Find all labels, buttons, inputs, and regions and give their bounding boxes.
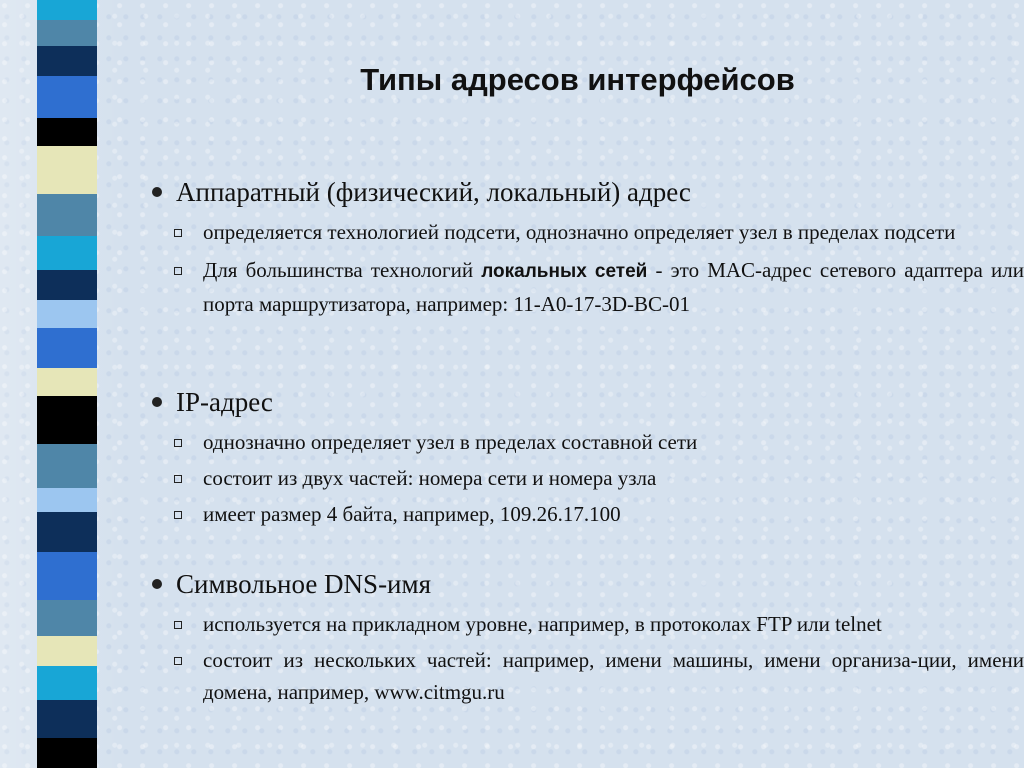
- section-heading-text: Символьное DNS-имя: [176, 569, 432, 599]
- square-bullet-icon: [174, 229, 182, 237]
- stripe: [37, 444, 97, 488]
- stripe: [37, 396, 97, 444]
- stripe: [37, 194, 97, 236]
- section-hardware-address: [150, 176, 1024, 320]
- decorative-stripe-bar: [0, 0, 120, 768]
- square-bullet-icon: [174, 439, 182, 447]
- list-item: [150, 644, 1024, 708]
- list-item-text: состоит из двух частей: номера сети и номера узла: [203, 466, 657, 490]
- list-item: [150, 426, 1024, 458]
- stripe: [37, 600, 97, 636]
- stripe: [37, 512, 97, 552]
- stripe: [37, 700, 97, 738]
- stripe: [37, 146, 97, 194]
- list-item-text-pre: Для большинства технологий: [203, 258, 482, 282]
- stripe: [37, 636, 97, 666]
- stripe: [37, 488, 97, 512]
- stripe: [37, 666, 97, 700]
- list-item-text: определяется технологией подсети, однозначно определяет узел в пределах подсети: [203, 220, 956, 244]
- section-heading-text: Аппаратный (физический, локальный) адрес: [176, 177, 691, 207]
- list-item: [150, 498, 1024, 530]
- stripe: [37, 0, 97, 20]
- stripe: [37, 118, 97, 146]
- section-ip-address: [150, 386, 1024, 530]
- section-dns-name: [150, 568, 1024, 708]
- section-heading: [150, 176, 1024, 208]
- square-bullet-icon: [174, 621, 182, 629]
- list-item-text: используется на прикладном уровне, например, в протоколах FTP или telnet: [203, 612, 882, 636]
- stripe: [37, 300, 97, 328]
- list-item: [150, 608, 1024, 640]
- bullet-dot-icon: [152, 187, 162, 197]
- square-bullet-icon: [174, 511, 182, 519]
- section-heading: [150, 386, 1024, 418]
- list-item-text: состоит из нескольких частей: например, имени машины, имени организа-ции, имени домена, например, www.citmgu.ru: [203, 648, 1024, 704]
- bullet-dot-icon: [152, 397, 162, 407]
- stripe: [37, 738, 97, 768]
- list-item: [150, 254, 1024, 320]
- section-heading: [150, 568, 1024, 600]
- list-item-text: имеет размер 4 байта, например, 109.26.17.100: [203, 502, 621, 526]
- stripe: [37, 368, 97, 396]
- bullet-dot-icon: [152, 579, 162, 589]
- list-item: [150, 216, 1024, 248]
- list-item-text-bold: локальных сетей: [481, 261, 648, 282]
- section-heading-text: IP-адрес: [176, 387, 273, 417]
- stripe: [37, 270, 97, 300]
- square-bullet-icon: [174, 475, 182, 483]
- list-item: [150, 462, 1024, 494]
- list-item-text: однозначно определяет узел в пределах составной сети: [203, 430, 698, 454]
- stripe: [37, 552, 97, 600]
- slide-title: Типы адресов интерфейсов: [360, 62, 795, 97]
- stripe: [37, 20, 97, 46]
- stripe: [37, 328, 97, 368]
- square-bullet-icon: [174, 267, 182, 275]
- square-bullet-icon: [174, 657, 182, 665]
- stripe: [37, 236, 97, 270]
- list-item-text-post: - это MAC-адрес сетевого адаптера или порта маршрутизатора, например: 11-A0-17-3D-BC-01: [203, 258, 1024, 316]
